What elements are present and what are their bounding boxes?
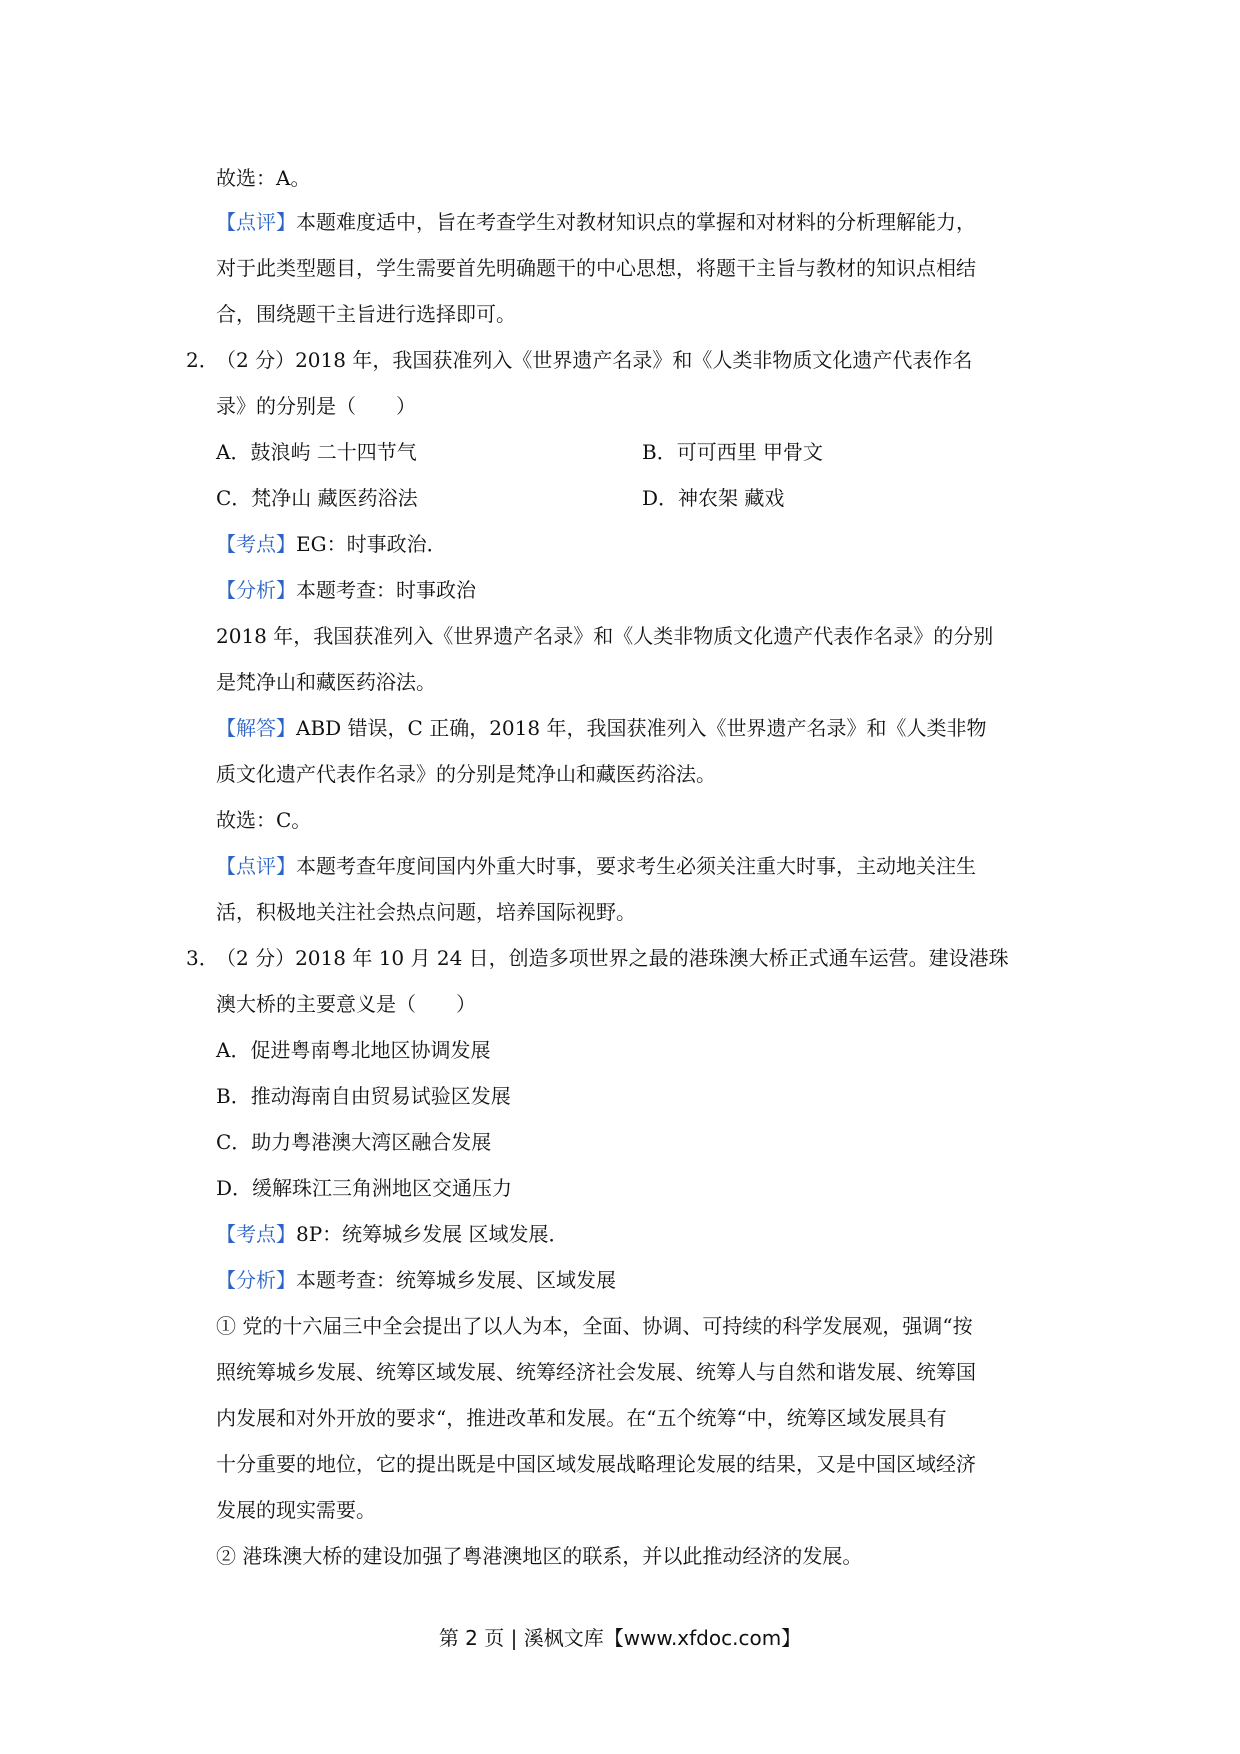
q3-fenxi-line: ② 港珠澳大桥的建设加强了粤港澳地区的联系，并以此推动经济的发展。 <box>216 1544 863 1568</box>
q3-stem: （2 分）2018 年 10 月 24 日，创造多项世界之最的港珠澳大桥正式通车运营。建设港珠 <box>216 946 1009 970</box>
q2-jieda: 【解答】ABD 错误，C 正确，2018 年，我国获准列入《世界遗产名录》和《人类非物 <box>216 716 987 740</box>
prev-review-line: 合，围绕题干主旨进行选择即可。 <box>216 302 516 326</box>
review-text: 本题难度适中，旨在考查学生对教材知识点的掌握和对材料的分析理解能力， <box>296 210 976 234</box>
q2-stem: （2 分）2018 年，我国获准列入《世界遗产名录》和《人类非物质文化遗产代表作名 <box>216 348 973 372</box>
q2-number: 2． <box>186 348 219 372</box>
q2-option-d: D．神农架 藏戏 <box>642 486 785 510</box>
q3-fenxi-line: 内发展和对外开放的要求“，推进改革和发展。在“五个统筹“中，统筹区域发展具有 <box>216 1406 947 1430</box>
q2-kaodian: 【考点】EG：时事政治． <box>216 532 447 556</box>
q3-fenxi-line: 十分重要的地位，它的提出既是中国区域发展战略理论发展的结果，又是中国区域经济 <box>216 1452 976 1476</box>
q2-option-b: B．可可西里 甲骨文 <box>642 440 824 464</box>
q3-option-a: A．促进粤南粤北地区协调发展 <box>216 1038 491 1062</box>
fenxi-tag: 【分析】 <box>216 1268 296 1292</box>
prev-review-line: 对于此类型题目，学生需要首先明确题干的中心思想，将题干主旨与教材的知识点相结 <box>216 256 976 280</box>
prev-review <box>216 208 976 236</box>
q2-answer: 故选：C。 <box>216 808 312 832</box>
q2-option-a: A．鼓浪屿 二十四节气 <box>216 440 417 464</box>
q2-jieda-line: 质文化遗产代表作名录》的分别是梵净山和藏医药浴法。 <box>216 762 716 786</box>
q2-review: 【点评】本题考查年度间国内外重大时事，要求考生必须关注重大时事，主动地关注生 <box>216 854 976 878</box>
kaodian-tag: 【考点】 <box>216 1222 296 1246</box>
q2-option-c: C．梵净山 藏医药浴法 <box>216 486 418 510</box>
review-tag: 【点评】 <box>216 854 296 878</box>
q3-kaodian: 【考点】8P：统筹城乡发展 区域发展． <box>216 1222 569 1246</box>
q3-number: 3． <box>186 946 219 970</box>
fenxi-tag: 【分析】 <box>216 578 296 602</box>
q3-fenxi: 【分析】本题考查：统筹城乡发展、区域发展 <box>216 1268 616 1292</box>
q3-option-b: B．推动海南自由贸易试验区发展 <box>216 1084 511 1108</box>
q2-review-line: 活，积极地关注社会热点问题，培养国际视野。 <box>216 900 636 924</box>
page-footer: 第 2 页 | 溪枫文库【www.xfdoc.com】 <box>438 1626 802 1650</box>
q3-fenxi-line: 照统筹城乡发展、统筹区域发展、统筹经济社会发展、统筹人与自然和谐发展、统筹国 <box>216 1360 976 1384</box>
q3-stem: 澳大桥的主要意义是（ ） <box>216 992 476 1016</box>
kaodian-tag: 【考点】 <box>216 532 296 556</box>
q2-fenxi-line: 是梵净山和藏医药浴法。 <box>216 670 436 694</box>
review-tag: 【点评】 <box>216 210 296 234</box>
q3-fenxi-line: 发展的现实需要。 <box>216 1498 376 1522</box>
prev-answer: 故选：A。 <box>216 166 311 190</box>
q3-option-d: D．缓解珠江三角洲地区交通压力 <box>216 1176 513 1200</box>
q2-stem: 录》的分别是（ ） <box>216 394 416 418</box>
jieda-tag: 【解答】 <box>216 716 296 740</box>
q2-fenxi-line: 2018 年，我国获准列入《世界遗产名录》和《人类非物质文化遗产代表作名录》的分别 <box>216 624 994 648</box>
q3-fenxi-line: ① 党的十六届三中全会提出了以人为本，全面、协调、可持续的科学发展观，强调“按 <box>216 1314 973 1338</box>
q2-fenxi: 【分析】本题考查：时事政治 <box>216 578 476 602</box>
q3-option-c: C．助力粤港澳大湾区融合发展 <box>216 1130 492 1154</box>
